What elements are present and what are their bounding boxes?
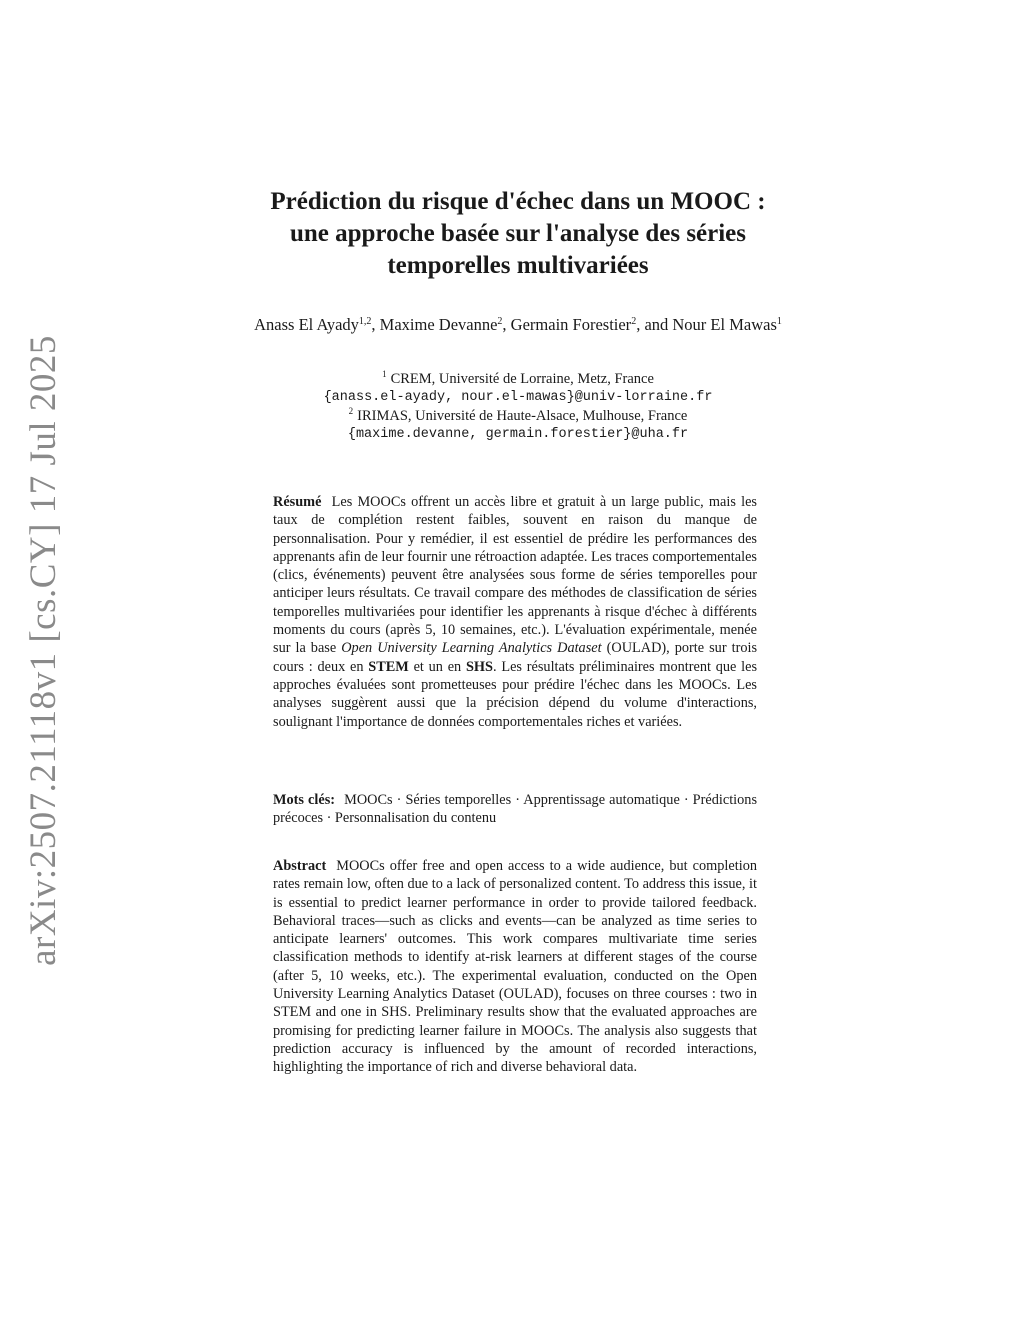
affiliation-2 bbox=[236, 407, 800, 426]
resume-text: et un en bbox=[413, 658, 462, 675]
keywords-section bbox=[273, 791, 757, 828]
affiliation-1 bbox=[236, 370, 800, 389]
author-name: Anass El Ayady bbox=[254, 315, 359, 334]
keywords-heading: Mots clés: bbox=[273, 792, 336, 808]
shs-term: SHS bbox=[465, 658, 494, 675]
abstract-heading: Abstract bbox=[273, 858, 327, 874]
abstract-section bbox=[273, 857, 757, 1077]
affiliation-number: 2 bbox=[348, 406, 354, 416]
title-line-1: Prédiction du risque d'échec dans un MOOC : bbox=[270, 188, 766, 215]
dataset-name: Open University Learning Analytics Dataset bbox=[341, 640, 602, 657]
resume-text: (OULAD), porte sur trois cours : deux en bbox=[273, 640, 758, 675]
affiliation-name: CREM, Université de Lorraine, Metz, France bbox=[390, 371, 654, 387]
resume-section bbox=[273, 493, 757, 731]
affiliation-name: IRIMAS, Université de Haute-Alsace, Mulhouse, France bbox=[357, 408, 688, 424]
resume-text: Les MOOCs offrent un accès libre et gratuit à un large public, mais les taux de complétion restent faibles, souvent en raison du manque de personnalisation. Pour y remédier, il est essentiel de prédire les performances des apprenants afin de leur fournir une rétroaction adaptée. Les traces comportementales (clics, événements) peuvent être analysées sous forme de séries temporelles pour anticiper leurs résultats. Ce travail compare des méthodes de classification de séries temporelles multivariées pour identifier les apprenants à risque d'échec à différents moments du cours (après 5, 10 semaines, etc.). L'évaluation expérimentale, menée sur la base bbox=[273, 494, 757, 657]
author-affiliation-marker: 1 bbox=[776, 316, 782, 327]
paper-title bbox=[236, 186, 800, 282]
arxiv-identifier-stamp bbox=[20, 334, 66, 966]
affiliation-1-email: {anass.el-ayady, nour.el-mawas}@univ-lorraine.fr bbox=[323, 389, 713, 405]
affiliation-list bbox=[236, 370, 800, 444]
keywords-text: MOOCs · Séries temporelles · Apprentissage automatique · Prédictions précoces · Personnalisation du contenu bbox=[273, 792, 758, 827]
author-name: Nour El Mawas bbox=[672, 315, 777, 334]
resume-text: . Les résultats préliminaires montrent que les approches évaluées sont prometteuses pour prédire l'échec dans les MOOCs. Les analyses suggèrent aussi que la précision dépend du volume d'interactions, soulignant l'importance de données comportementales riches et variées. bbox=[273, 658, 758, 730]
author-list bbox=[236, 314, 800, 336]
arxiv-identifier-text: arXiv:2507.21118v1 [cs.CY] 17 Jul 2025 bbox=[22, 334, 64, 966]
title-line-2: une approche basée sur l'analyse des séries bbox=[289, 220, 747, 247]
resume-heading: Résumé bbox=[273, 494, 322, 510]
author-separator: , and bbox=[636, 315, 673, 334]
author-separator: , bbox=[371, 315, 380, 334]
author-name: Maxime Devanne bbox=[379, 315, 498, 334]
author-separator: , bbox=[502, 315, 511, 334]
affiliation-2-email: {maxime.devanne, germain.forestier}@uha.fr bbox=[347, 426, 689, 442]
stem-term: STEM bbox=[368, 658, 409, 675]
author-affiliation-marker: 2 bbox=[631, 316, 637, 327]
author-affiliation-marker: 2 bbox=[497, 316, 503, 327]
title-line-3: temporelles multivariées bbox=[387, 252, 649, 279]
abstract-text: MOOCs offer free and open access to a wide audience, but completion rates remain low, often due to a lack of personalized content. To address this issue, it is essential to predict learner performance in order to provide tailored feedback. Behavioral traces—such as clicks and events—can be analyzed as time series to anticipate learners' outcomes. This work compares multivariate time series classification methods to identify at-risk learners at different stages of the course (after 5, 10 weeks, etc.). The experimental evaluation, conducted on the Open University Learning Analytics Dataset (OULAD), focuses on three courses : two in STEM and one in SHS. Preliminary results show that the evaluated approaches are promising for predicting learner failure in MOOCs. The analysis also suggests that prediction accuracy is influenced by the amount of recorded interactions, highlighting the importance of rich and diverse behavioral data. bbox=[273, 858, 757, 1076]
author-affiliation-marker: 1,2 bbox=[358, 316, 372, 327]
affiliation-number: 1 bbox=[382, 369, 387, 379]
author-name: Germain Forestier bbox=[510, 315, 632, 334]
